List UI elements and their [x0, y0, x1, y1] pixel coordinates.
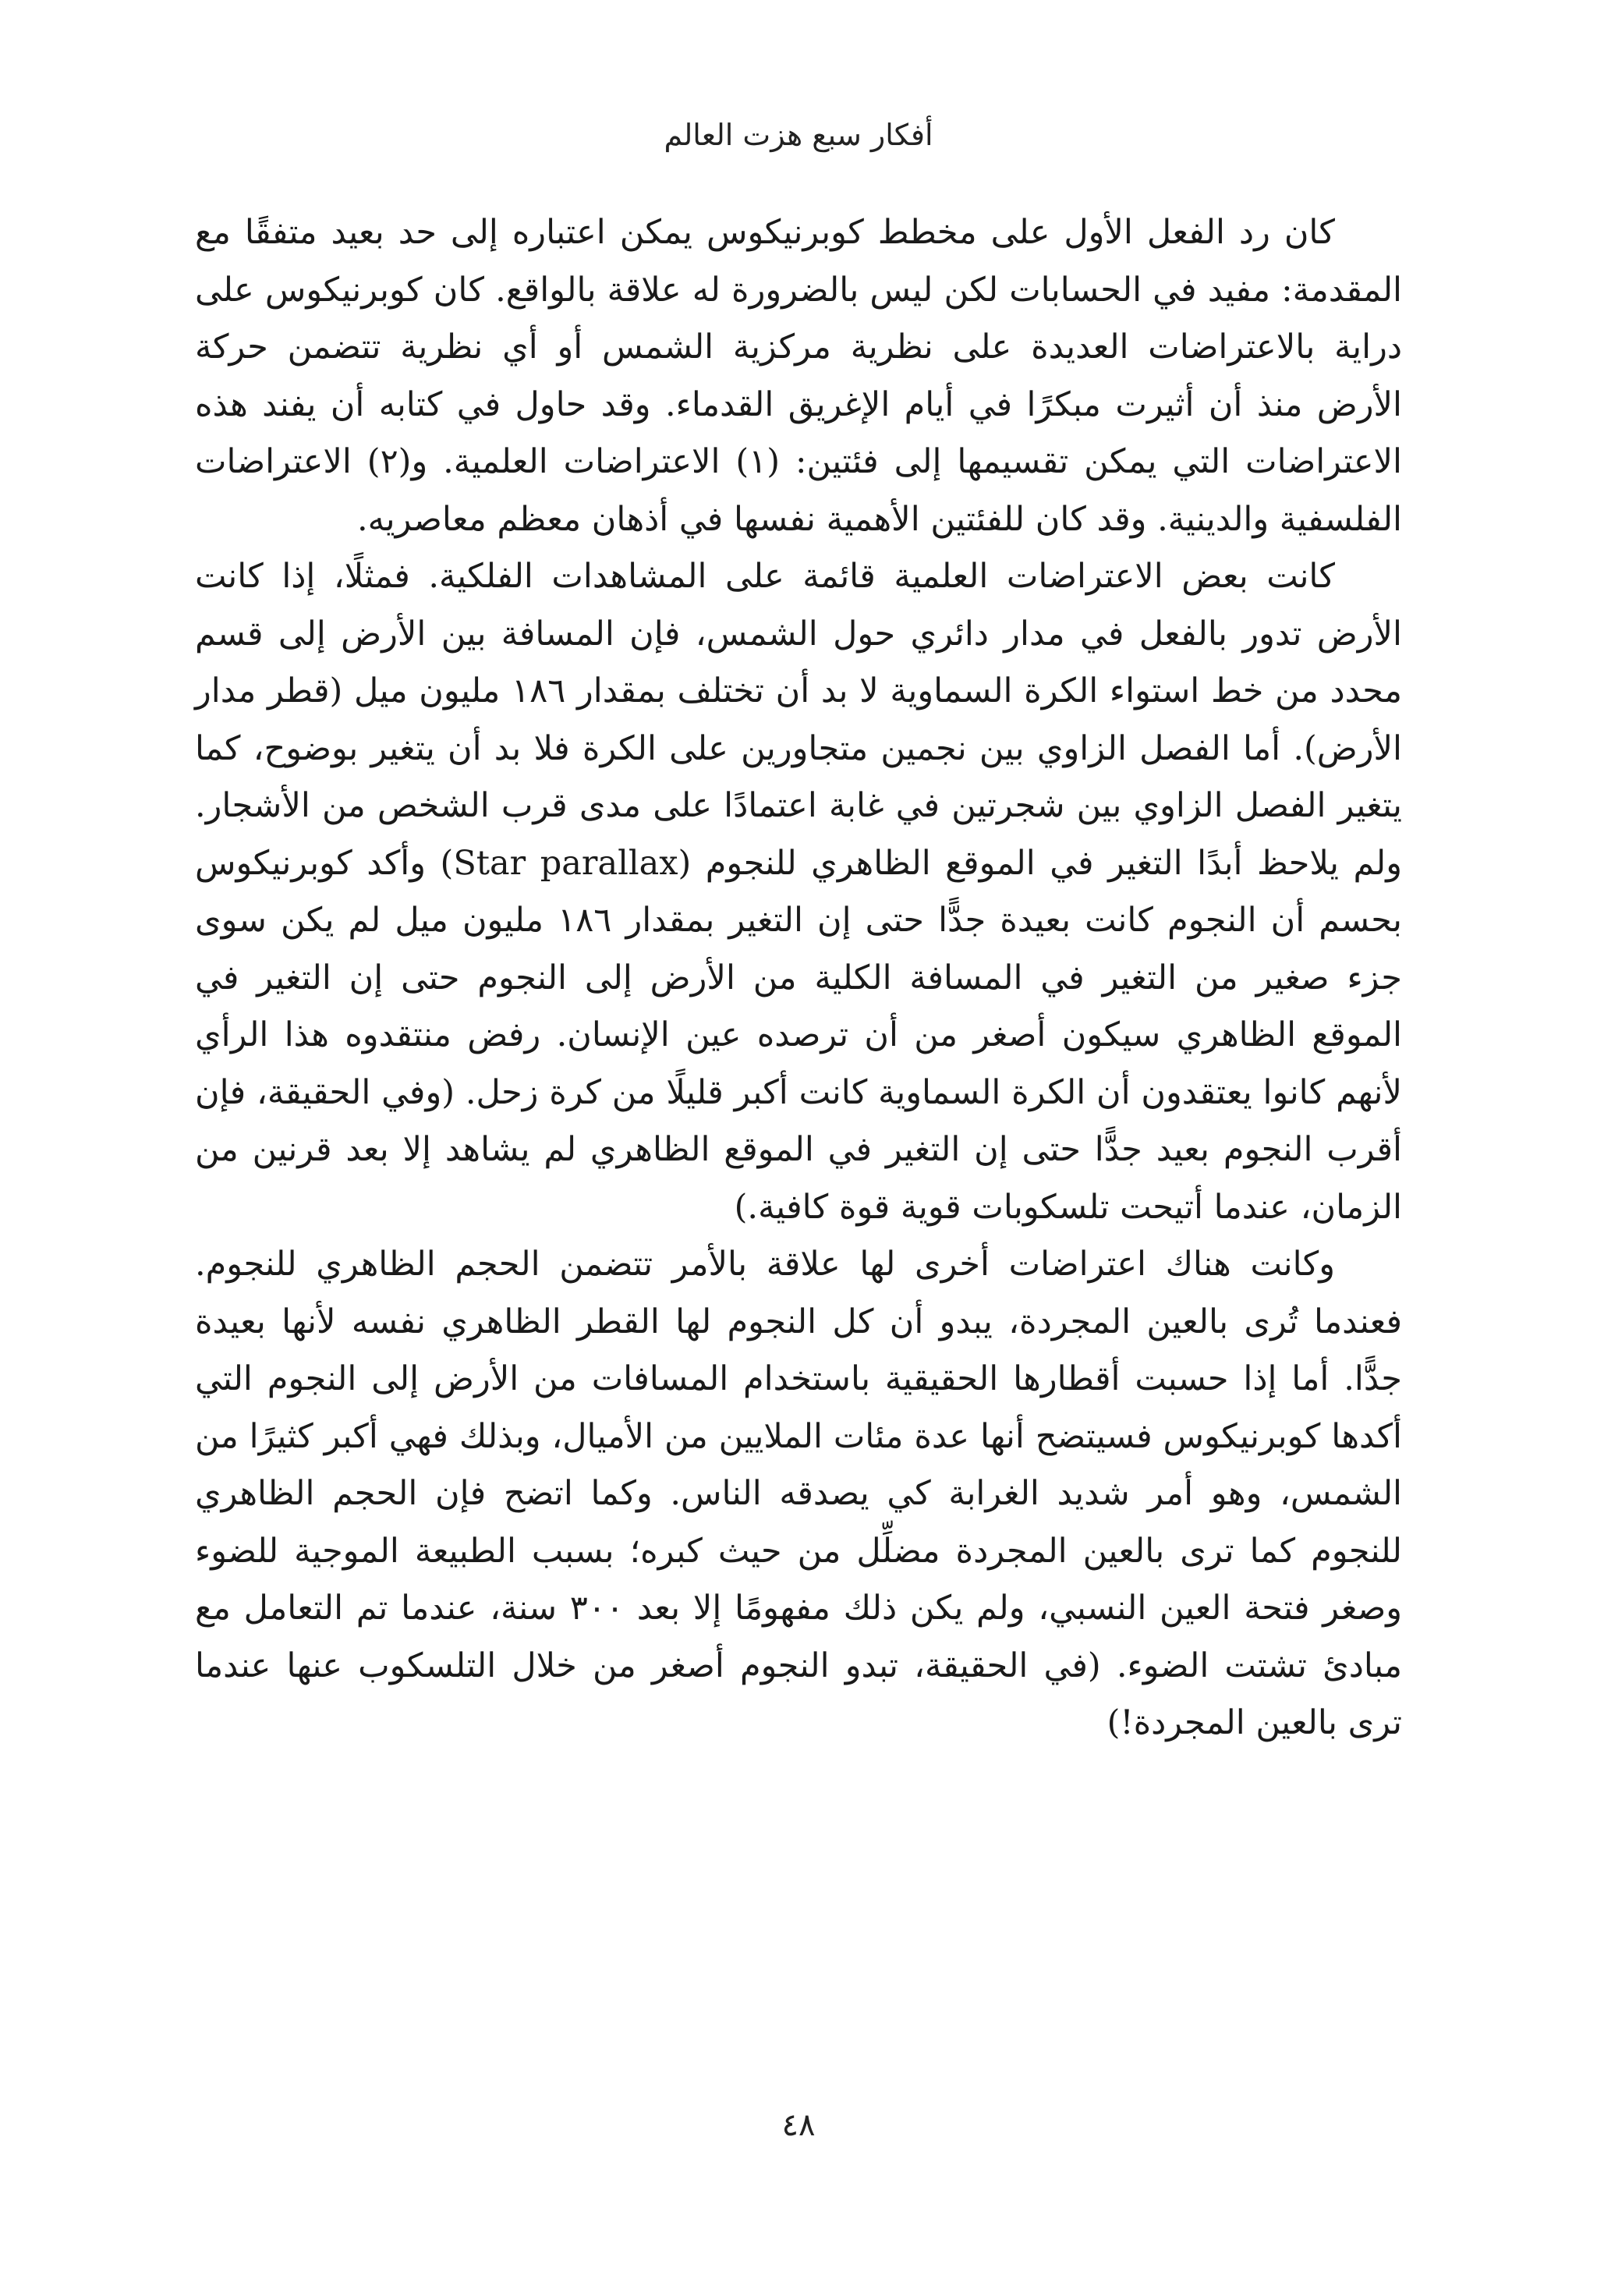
paragraph-2: كانت بعض الاعتراضات العلمية قائمة على المشاهدات الفلكية. فمثلًا، إذا كانت الأرض تدور بالفعل في مدار دائري حول الشمس، فإن المسافة بين الأرض إلى قسم محدد من خط استواء الكرة السماوية لا بد أن تختلف بمقدار ١٨٦ مليون ميل (قطر مدار الأرض). أما الفصل الزاوي بين نجمين متجاورين على الكرة فلا بد أن يتغير بوضوح، كما يتغير الفصل الزاوي بين شجرتين في غابة اعتمادًا على مدى قرب الشخص من الأشجار. ولم يلاحظ أبدًا التغير في الموقع الظاهري للنجوم (Star parallax) وأكد كوبرنيكوس بحسم أن النجوم كانت بعيدة جدًّا حتى إن التغير بمقدار ١٨٦ مليون ميل لم يكن سوى جزء صغير من التغير في المسافة الكلية من الأرض إلى النجوم حتى إن التغير في الموقع الظاهري سيكون أصغر من أن ترصده عين الإنسان. رفض منتقدوه هذا الرأي لأنهم كانوا يعتقدون أن الكرة السماوية كانت أكبر قليلًا من كرة زحل. (وفي الحقيقة، فإن أقرب النجوم بعيد جدًّا حتى إن التغير في الموقع الظاهري لم يشاهد إلا بعد قرنين من الزمان، عندما أتيحت تلسكوبات قوية قوة كافية.) [195, 557, 1402, 1227]
body-text [195, 204, 1402, 1752]
page-number: ٤٨ [781, 2107, 816, 2143]
paragraph-3: وكانت هناك اعتراضات أخرى لها علاقة بالأمر تتضمن الحجم الظاهري للنجوم. فعندما تُرى بالعين المجردة، يبدو أن كل النجوم لها القطر الظاهري نفسه لأنها بعيدة جدًّا. أما إذا حسبت أقطارها الحقيقية باستخدام المسافات من الأرض إلى النجوم التي أكدها كوبرنيكوس فسيتضح أنها عدة مئات الملايين من الأميال، وبذلك فهي أكبر كثيرًا من الشمس، وهو أمر شديد الغرابة كي يصدقه الناس. وكما اتضح فإن الحجم الظاهري للنجوم كما ترى بالعين المجردة مضلِّل من حيث كبره؛ بسبب الطبيعة الموجية للضوء وصغر فتحة العين النسبي، ولم يكن ذلك مفهومًا إلا بعد ٣٠٠ سنة، عندما تم التعامل مع مبادئ تشتت الضوء. (في الحقيقة، تبدو النجوم أصغر من خلال التلسكوب عنها عندما ترى بالعين المجردة!) [195, 1245, 1402, 1742]
running-header-title: أفكار سبع هزت العالم [664, 118, 933, 152]
paragraph-1: كان رد الفعل الأول على مخطط كوبرنيكوس يمكن اعتباره إلى حد بعيد متفقًا مع المقدمة: مفيد في الحسابات لكن ليس بالضرورة له علاقة بالواقع. كان كوبرنيكوس على دراية بالاعتراضات العديدة على نظرية مركزية الشمس أو أي نظرية تتضمن حركة الأرض منذ أن أثيرت مبكرًا في أيام الإغريق القدماء. وقد حاول في كتابه أن يفند هذه الاعتراضات التي يمكن تقسيمها إلى فئتين: (١) الاعتراضات العلمية. و(٢) الاعتراضات الفلسفية والدينية. وقد كان للفئتين الأهمية نفسها في أذهان معظم معاصريه. [195, 213, 1402, 539]
